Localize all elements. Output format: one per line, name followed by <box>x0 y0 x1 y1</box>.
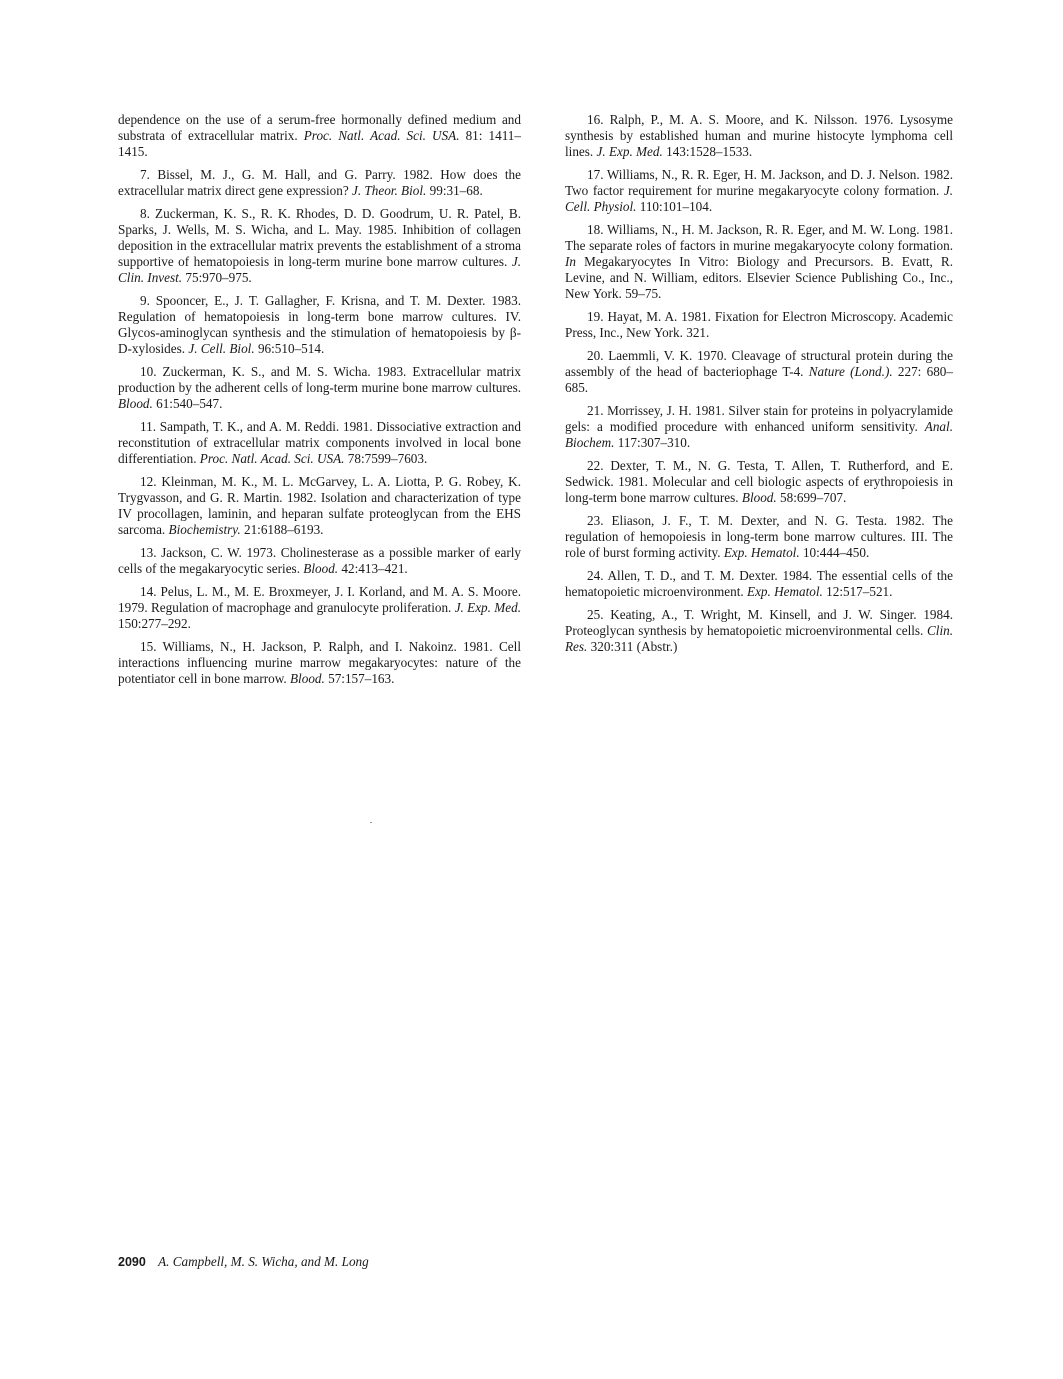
journal-name: J. Theor. Biol. <box>351 183 427 198</box>
reference-list-left <box>118 112 521 694</box>
journal-name: J. Exp. Med. <box>454 600 521 615</box>
reference-item: 7. Bissel, M. J., G. M. Hall, and G. Parry. 1982. How does the extracellular matrix direct gene expression? J. Theor. Biol. 99:31–68. <box>118 167 521 198</box>
journal-name: Anal. Biochem. <box>565 419 953 450</box>
reference-item: 24. Allen, T. D., and T. M. Dexter. 1984. The essential cells of the hematopoietic microenvironment. Exp. Hematol. 12:517–521. <box>565 568 953 599</box>
page-number: 2090 <box>118 1255 146 1269</box>
reference-list-right <box>565 112 953 662</box>
reference-item: 22. Dexter, T. M., N. G. Testa, T. Allen, T. Rutherford, and E. Sedwick. 1981. Molecular and cell biologic aspects of erythropoiesis in long-term bone marrow cultures. Blood. 58:699–707. <box>565 458 953 505</box>
reference-item: 15. Williams, N., H. Jackson, P. Ralph, and I. Nakoinz. 1981. Cell interactions influencing murine marrow megakaryocytes: nature of the potentiator cell in bone marrow. Blood. 57:157–163. <box>118 639 521 686</box>
reference-item: dependence on the use of a serum-free hormonally defined medium and substrata of extracellular matrix. Proc. Natl. Acad. Sci. USA. 81: 1411–1415. <box>118 112 521 159</box>
reference-item: 19. Hayat, M. A. 1981. Fixation for Electron Microscopy. Academic Press, Inc., New York. 321. <box>565 309 953 340</box>
reference-item: 23. Eliason, J. F., T. M. Dexter, and N. G. Testa. 1982. The regulation of hemopoiesis in long-term bone marrow cultures. III. The role of burst forming activity. Exp. Hematol. 10:444–450. <box>565 513 953 560</box>
journal-name: Blood. <box>303 561 339 576</box>
journal-name: Exp. Hematol. <box>747 584 823 599</box>
journal-name: Exp. Hematol. <box>723 545 800 560</box>
running-authors: A. Campbell, M. S. Wicha, and M. Long <box>158 1254 369 1269</box>
journal-name: Blood. <box>741 490 777 505</box>
reference-item: 10. Zuckerman, K. S., and M. S. Wicha. 1983. Extracellular matrix production by the adherent cells of long-term murine bone marrow cultures. Blood. 61:540–547. <box>118 364 521 411</box>
journal-name: Clin. Res. <box>565 623 953 654</box>
reference-item: 9. Spooncer, E., J. T. Gallagher, F. Krisna, and T. M. Dexter. 1983. Regulation of hematopoiesis in long-term bone marrow cultures. IV. Glycos-aminoglycan synthesis and the stimulation of hematopoiesis by β-D-xylosides. J. Cell. Biol. 96:510–514. <box>118 293 521 356</box>
reference-item: 25. Keating, A., T. Wright, M. Kinsell, and J. W. Singer. 1984. Proteoglycan synthesis by hematopoietic microenvironmental cells. Clin. Res. 320:311 (Abstr.) <box>565 607 953 654</box>
journal-name: J. Cell. Physiol. <box>565 183 953 214</box>
reference-item: 8. Zuckerman, K. S., R. K. Rhodes, D. D. Goodrum, U. R. Patel, B. Sparks, J. Wells, M. S. Wicha, and L. May. 1985. Inhibition of collagen deposition in the extracellular matrix prevents the establishment of a stroma supportive of hematopoiesis in long-term murine bone marrow cultures. J. Clin. Invest. 75:970–975. <box>118 206 521 285</box>
reference-item: 11. Sampath, T. K., and A. M. Reddi. 1981. Dissociative extraction and reconstitution of extracellular matrix components involved in local bone differentiation. Proc. Natl. Acad. Sci. USA. 78:7599–7603. <box>118 419 521 466</box>
reference-item: 13. Jackson, C. W. 1973. Cholinesterase as a possible marker of early cells of the megakaryocytic series. Blood. 42:413–421. <box>118 545 521 576</box>
scan-speck <box>370 822 372 823</box>
journal-name: J. Exp. Med. <box>596 144 663 159</box>
journal-name: J. Clin. Invest. <box>118 254 521 285</box>
reference-item: 21. Morrissey, J. H. 1981. Silver stain for proteins in polyacrylamide gels: a modified procedure with enhanced uniform sensitivity. Anal. Biochem. 117:307–310. <box>565 403 953 450</box>
journal-name: Proc. Natl. Acad. Sci. USA. <box>199 451 345 466</box>
reference-item: 18. Williams, N., H. M. Jackson, R. R. Eger, and M. W. Long. 1981. The separate roles of factors in murine megakaryocyte colony formation. In Megakaryocytes In Vitro: Biology and Precursors. B. Evatt, R. Levine, and N. William, editors. Elsevier Science Publishing Co., Inc., New York. 59–75. <box>565 222 953 301</box>
page-footer <box>118 1254 369 1270</box>
reference-item: 20. Laemmli, V. K. 1970. Cleavage of structural protein during the assembly of the head of bacteriophage T-4. Nature (Lond.). 227: 680–685. <box>565 348 953 395</box>
journal-name: Blood. <box>118 396 153 411</box>
journal-name: Blood. <box>290 671 325 686</box>
reference-item: 12. Kleinman, M. K., M. L. McGarvey, L. A. Liotta, P. G. Robey, K. Trygvasson, and G. R. Martin. 1982. Isolation and characterization of type IV procollagen, laminin, and heparan sulfate proteoglycan from the EHS sarcoma. Biochemistry. 21:6188–6193. <box>118 474 521 537</box>
reference-item: 16. Ralph, P., M. A. S. Moore, and K. Nilsson. 1976. Lysosyme synthesis by established human and murine histocyte lymphoma cell lines. J. Exp. Med. 143:1528–1533. <box>565 112 953 159</box>
reference-item: 17. Williams, N., R. R. Eger, H. M. Jackson, and D. J. Nelson. 1982. Two factor requirement for murine megakaryocyte colony formation. J. Cell. Physiol. 110:101–104. <box>565 167 953 214</box>
journal-name: Nature (Lond.). <box>808 364 893 379</box>
journal-name: Biochemistry. <box>168 522 241 537</box>
journal-name: Proc. Natl. Acad. Sci. USA. <box>303 128 460 143</box>
journal-name: J. Cell. Biol. <box>188 341 255 356</box>
journal-name: In <box>565 254 576 269</box>
reference-item: 14. Pelus, L. M., M. E. Broxmeyer, J. I. Korland, and M. A. S. Moore. 1979. Regulation of macrophage and granulocyte proliferation. J. Exp. Med. 150:277–292. <box>118 584 521 631</box>
